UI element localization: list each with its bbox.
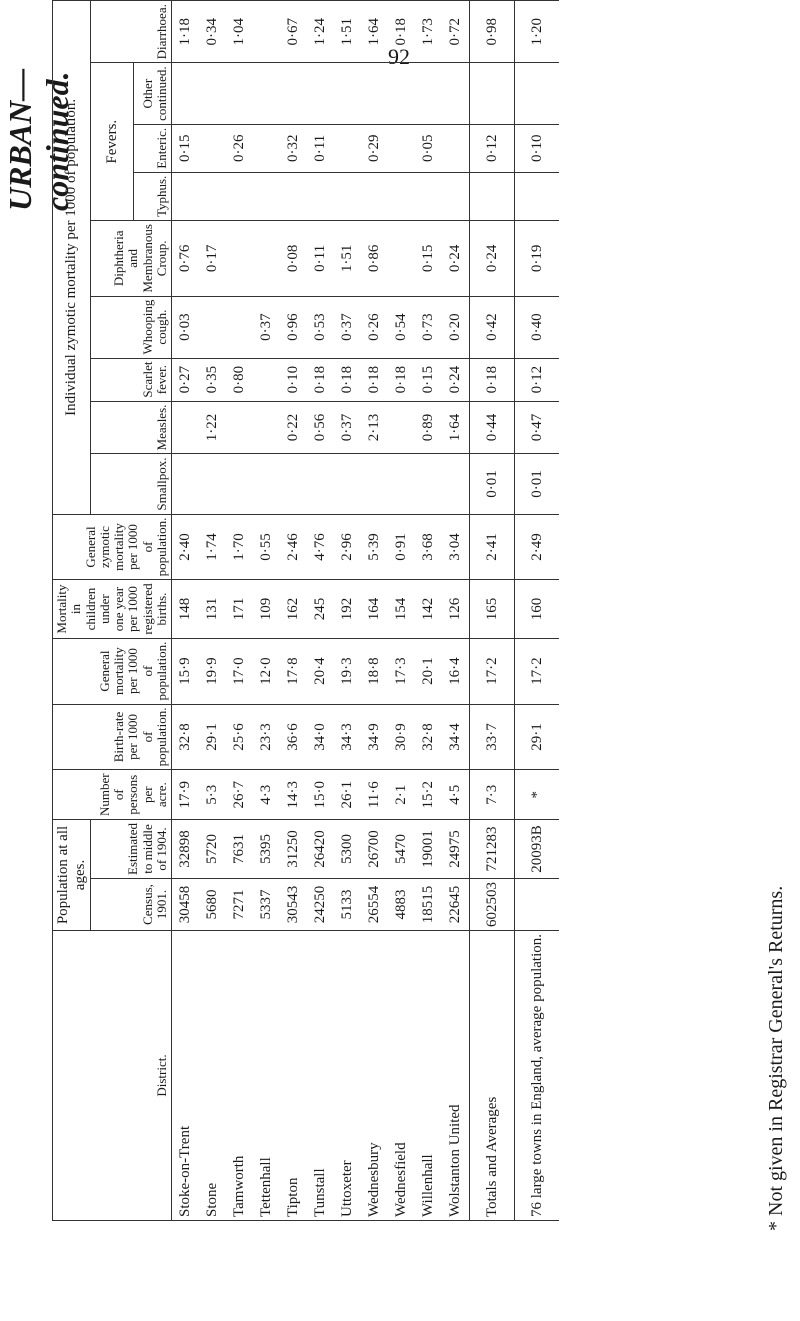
cell-smallpox: 0·01 [515, 454, 560, 514]
cell-district: 76 large towns in England, average population. [515, 931, 560, 1221]
cell-scarlet [253, 358, 280, 401]
cell-district: Willenhall [415, 931, 442, 1221]
cell-phthisis [334, 0, 361, 1]
cell-district: Tipton [280, 931, 307, 1221]
cell-death-rate: 20·1 [415, 638, 442, 704]
footnote: * Not given in Registrar General's Returns. [765, 885, 787, 1231]
cell-typhus [253, 172, 280, 220]
table-row [226, 0, 253, 1221]
cell-diphtheria [388, 221, 415, 297]
cell-census: 26554 [361, 879, 388, 931]
cell-birth-rate: 34·9 [361, 704, 388, 770]
cell-infant: 160 [515, 580, 560, 638]
cell-census: 4883 [388, 879, 415, 931]
cell-census: 18515 [415, 879, 442, 931]
cell-infant: 165 [470, 580, 515, 638]
cell-estimated: 5470 [388, 820, 415, 879]
cell-diphtheria: 0·17 [199, 221, 226, 297]
cell-smallpox [253, 454, 280, 514]
header-diphtheria: Diphtheria and Membranous Croup. [91, 221, 172, 297]
header-typhus: Typhus. [134, 172, 172, 220]
cell-smallpox: 0·01 [470, 454, 515, 514]
cell-district: Stoke-on-Trent [172, 931, 200, 1221]
cell-enteric [253, 124, 280, 172]
table-row [199, 0, 226, 1221]
cell-diarrhoea: 0·98 [470, 1, 515, 63]
header-enteric: Enteric. [134, 124, 172, 172]
header-district: District. [53, 931, 172, 1221]
cell-typhus [415, 172, 442, 220]
cell-whooping: 0·26 [361, 296, 388, 358]
cell-estimated: 7631 [226, 820, 253, 879]
cell-whooping: 0·53 [307, 296, 334, 358]
running-head: URBAN—continued. [2, 68, 75, 211]
cell-other [226, 63, 253, 125]
cell-death-rate: 17·0 [226, 638, 253, 704]
table-row [280, 0, 307, 1221]
cell-enteric: 0·15 [172, 124, 200, 172]
cell-infant: 142 [415, 580, 442, 638]
cell-whooping: 0·54 [388, 296, 415, 358]
cell-other [334, 63, 361, 125]
cell-diphtheria: 0·76 [172, 221, 200, 297]
cell-estimated: 32898 [172, 820, 200, 879]
cell-scarlet: 0·18 [388, 358, 415, 401]
cell-infant: 162 [280, 580, 307, 638]
cell-death-rate: 16·4 [442, 638, 470, 704]
cell-typhus [280, 172, 307, 220]
cell-zymotic: 0·91 [388, 514, 415, 580]
cell-estimated: 20093B [515, 820, 560, 879]
cell-zymotic: 1·70 [226, 514, 253, 580]
cell-smallpox [442, 454, 470, 514]
cell-scarlet: 0·10 [280, 358, 307, 401]
header-smallpox: Smallpox. [91, 454, 172, 514]
cell-typhus [515, 172, 560, 220]
header-zymotic-group: Individual zymotic mortality per 1000 of population. [53, 1, 91, 514]
cell-census: 24250 [307, 879, 334, 931]
cell-birth-rate: 34·4 [442, 704, 470, 770]
cell-zymotic: 0·55 [253, 514, 280, 580]
table-row [442, 0, 470, 1221]
cell-birth-rate: 36·6 [280, 704, 307, 770]
cell-smallpox [388, 454, 415, 514]
cell-smallpox [226, 454, 253, 514]
cell-other [199, 63, 226, 125]
cell-other [388, 63, 415, 125]
cell-phthisis [172, 0, 200, 1]
cell-estimated: 31250 [280, 820, 307, 879]
cell-death-rate: 17·2 [470, 638, 515, 704]
cell-whooping [226, 296, 253, 358]
cell-measles: 1·22 [199, 401, 226, 454]
cell-census: 5337 [253, 879, 280, 931]
cell-census: 30543 [280, 879, 307, 931]
cell-diphtheria: 0·86 [361, 221, 388, 297]
header-scarlet: Scarlet fever. [91, 358, 172, 401]
table-body [172, 0, 560, 1221]
cell-zymotic: 1·74 [199, 514, 226, 580]
cell-zymotic: 3·04 [442, 514, 470, 580]
header-fevers-group: Fevers. [91, 63, 134, 221]
cell-typhus [172, 172, 200, 220]
cell-death-rate: 19·9 [199, 638, 226, 704]
cell-district: Tunstall [307, 931, 334, 1221]
cell-infant: 171 [226, 580, 253, 638]
cell-district: Wednesfield [388, 931, 415, 1221]
header-diarrhoea: Diarrhoea. [91, 1, 172, 63]
cell-birth-rate: 32·8 [172, 704, 200, 770]
cell-typhus [226, 172, 253, 220]
cell-phthisis [388, 0, 415, 1]
table-row [415, 0, 442, 1221]
cell-measles: 0·44 [470, 401, 515, 454]
page-number: 92 [388, 44, 410, 69]
cell-estimated: 26420 [307, 820, 334, 879]
cell-measles: 0·22 [280, 401, 307, 454]
cell-other [307, 63, 334, 125]
cell-infant: 192 [334, 580, 361, 638]
cell-diphtheria: 0·24 [442, 221, 470, 297]
header-birth-rate: Birth-rate per 1000 of population. [53, 704, 172, 770]
cell-enteric [442, 124, 470, 172]
cell-district: Uttoxeter [334, 931, 361, 1221]
cell-census: 602503 [470, 879, 515, 931]
cell-diarrhoea: 1·51 [334, 1, 361, 63]
cell-diphtheria: 1·51 [334, 221, 361, 297]
cell-death-rate: 12·0 [253, 638, 280, 704]
cell-whooping: 0·42 [470, 296, 515, 358]
cell-scarlet: 0·24 [442, 358, 470, 401]
cell-scarlet: 0·15 [415, 358, 442, 401]
cell-diphtheria: 0·24 [470, 221, 515, 297]
cell-typhus [199, 172, 226, 220]
header-other-fevers: Other continued. [134, 63, 172, 125]
cell-enteric [388, 124, 415, 172]
cell-smallpox [172, 454, 200, 514]
cell-other [253, 63, 280, 125]
cell-infant: 164 [361, 580, 388, 638]
cell-smallpox [307, 454, 334, 514]
cell-persons-acre: 7·3 [470, 770, 515, 820]
header-infant: Mortality in children under one year per 1000 registered births. [53, 580, 172, 638]
table-row [172, 0, 200, 1221]
cell-measles: 2·13 [361, 401, 388, 454]
cell-diphtheria: 0·19 [515, 221, 560, 297]
cell-infant: 245 [307, 580, 334, 638]
cell-diarrhoea: 1·18 [172, 1, 200, 63]
cell-enteric: 0·26 [226, 124, 253, 172]
cell-district: Totals and Averages [470, 931, 515, 1221]
cell-estimated: 24975 [442, 820, 470, 879]
cell-census: 5680 [199, 879, 226, 931]
cell-measles: 0·89 [415, 401, 442, 454]
cell-whooping: 0·03 [172, 296, 200, 358]
cell-diarrhoea: 1·24 [307, 1, 334, 63]
table-row [388, 0, 415, 1221]
cell-death-rate: 17·3 [388, 638, 415, 704]
cell-phthisis [280, 0, 307, 1]
cell-infant: 131 [199, 580, 226, 638]
cell-zymotic: 2·49 [515, 514, 560, 580]
cell-phthisis [226, 0, 253, 1]
header-estimated: Estimated to middle of 1904. [91, 820, 172, 879]
cell-zymotic: 2·40 [172, 514, 200, 580]
cell-death-rate: 15·9 [172, 638, 200, 704]
cell-birth-rate: 33·7 [470, 704, 515, 770]
cell-birth-rate: 25·6 [226, 704, 253, 770]
cell-birth-rate: 23·3 [253, 704, 280, 770]
cell-diphtheria: 0·08 [280, 221, 307, 297]
cell-estimated: 5395 [253, 820, 280, 879]
header-death-rate: General mortality per 1000 of population. [53, 638, 172, 704]
cell-typhus [334, 172, 361, 220]
cell-other [470, 63, 515, 125]
cell-persons-acre: 11·6 [361, 770, 388, 820]
cell-measles: 0·47 [515, 401, 560, 454]
cell-enteric: 0·05 [415, 124, 442, 172]
cell-phthisis [415, 0, 442, 1]
cell-diarrhoea: 1·04 [226, 1, 253, 63]
cell-typhus [388, 172, 415, 220]
cell-enteric: 0·11 [307, 124, 334, 172]
cell-smallpox [415, 454, 442, 514]
cell-phthisis [470, 0, 515, 1]
cell-birth-rate: 32·8 [415, 704, 442, 770]
cell-birth-rate: 29·1 [199, 704, 226, 770]
cell-whooping: 0·37 [334, 296, 361, 358]
cell-district: Stone [199, 931, 226, 1221]
cell-death-rate: 17·2 [515, 638, 560, 704]
cell-death-rate: 17·8 [280, 638, 307, 704]
cell-enteric: 0·29 [361, 124, 388, 172]
cell-other [280, 63, 307, 125]
cell-smallpox [334, 454, 361, 514]
cell-infant: 109 [253, 580, 280, 638]
cell-phthisis [199, 0, 226, 1]
cell-enteric [334, 124, 361, 172]
cell-enteric [199, 124, 226, 172]
cell-estimated: 721283 [470, 820, 515, 879]
cell-zymotic: 3·68 [415, 514, 442, 580]
cell-diphtheria [226, 221, 253, 297]
cell-district: Wednesbury [361, 931, 388, 1221]
cell-scarlet: 0·35 [199, 358, 226, 401]
cell-death-rate: 20·4 [307, 638, 334, 704]
header-zymotic: General zymotic mortality per 1000 of population. [53, 514, 172, 580]
cell-diarrhoea: 0·67 [280, 1, 307, 63]
cell-birth-rate: 34·3 [334, 704, 361, 770]
cell-persons-acre: 5·3 [199, 770, 226, 820]
cell-persons-acre: * [515, 770, 560, 820]
cell-diarrhoea: 0·72 [442, 1, 470, 63]
cell-scarlet: 0·18 [361, 358, 388, 401]
cell-birth-rate: 34·0 [307, 704, 334, 770]
cell-diphtheria [253, 221, 280, 297]
cell-persons-acre: 26·7 [226, 770, 253, 820]
cell-persons-acre: 17·9 [172, 770, 200, 820]
cell-other [515, 63, 560, 125]
cell-scarlet: 0·12 [515, 358, 560, 401]
mortality-table [52, 0, 559, 1221]
cell-enteric: 0·12 [470, 124, 515, 172]
cell-birth-rate: 29·1 [515, 704, 560, 770]
cell-other [361, 63, 388, 125]
cell-typhus [361, 172, 388, 220]
cell-whooping: 0·20 [442, 296, 470, 358]
cell-diphtheria: 0·11 [307, 221, 334, 297]
header-population-group: Population at all ages. [53, 820, 91, 931]
cell-typhus [442, 172, 470, 220]
cell-diphtheria: 0·15 [415, 221, 442, 297]
cell-whooping: 0·96 [280, 296, 307, 358]
cell-census [515, 879, 560, 931]
cell-death-rate: 19·3 [334, 638, 361, 704]
cell-zymotic: 2·46 [280, 514, 307, 580]
cell-diarrhoea: 1·64 [361, 1, 388, 63]
table-row [307, 0, 334, 1221]
cell-phthisis [307, 0, 334, 1]
header-whooping: Whooping cough. [91, 296, 172, 358]
cell-typhus [470, 172, 515, 220]
header-persons-acre: Number of persons per acre. [53, 770, 172, 820]
cell-estimated: 5720 [199, 820, 226, 879]
cell-district: Wolstanton United [442, 931, 470, 1221]
table-row [361, 0, 388, 1221]
cell-other [415, 63, 442, 125]
cell-measles [253, 401, 280, 454]
cell-enteric: 0·10 [515, 124, 560, 172]
cell-measles: 0·56 [307, 401, 334, 454]
cell-census: 30458 [172, 879, 200, 931]
cell-scarlet: 0·18 [307, 358, 334, 401]
cell-smallpox [361, 454, 388, 514]
cell-measles [388, 401, 415, 454]
cell-diarrhoea [253, 1, 280, 63]
table-row [515, 0, 560, 1221]
cell-zymotic: 2·41 [470, 514, 515, 580]
cell-diarrhoea: 0·34 [199, 1, 226, 63]
cell-persons-acre: 2·1 [388, 770, 415, 820]
cell-estimated: 5300 [334, 820, 361, 879]
cell-persons-acre: 4·3 [253, 770, 280, 820]
cell-measles [226, 401, 253, 454]
table-row [334, 0, 361, 1221]
cell-diarrhoea: 1·20 [515, 1, 560, 63]
cell-scarlet: 0·18 [470, 358, 515, 401]
cell-infant: 126 [442, 580, 470, 638]
cell-enteric: 0·32 [280, 124, 307, 172]
cell-phthisis [361, 0, 388, 1]
cell-district: Tamworth [226, 931, 253, 1221]
cell-phthisis [253, 0, 280, 1]
cell-death-rate: 18·8 [361, 638, 388, 704]
cell-census: 5133 [334, 879, 361, 931]
cell-district: Tettenhall [253, 931, 280, 1221]
cell-census: 7271 [226, 879, 253, 931]
cell-infant: 154 [388, 580, 415, 638]
cell-diarrhoea: 0·18 [388, 1, 415, 63]
cell-persons-acre: 15·2 [415, 770, 442, 820]
cell-scarlet: 0·18 [334, 358, 361, 401]
cell-measles [172, 401, 200, 454]
cell-zymotic: 2·96 [334, 514, 361, 580]
cell-persons-acre: 15·0 [307, 770, 334, 820]
cell-phthisis [515, 0, 560, 1]
cell-other [172, 63, 200, 125]
cell-smallpox [199, 454, 226, 514]
cell-zymotic: 4·76 [307, 514, 334, 580]
table-row [253, 0, 280, 1221]
cell-birth-rate: 30·9 [388, 704, 415, 770]
cell-typhus [307, 172, 334, 220]
cell-whooping: 0·73 [415, 296, 442, 358]
cell-persons-acre: 26·1 [334, 770, 361, 820]
cell-persons-acre: 4·5 [442, 770, 470, 820]
cell-zymotic: 5·39 [361, 514, 388, 580]
cell-estimated: 19001 [415, 820, 442, 879]
cell-scarlet: 0·80 [226, 358, 253, 401]
cell-estimated: 26700 [361, 820, 388, 879]
cell-phthisis [442, 0, 470, 1]
cell-census: 22645 [442, 879, 470, 931]
cell-persons-acre: 14·3 [280, 770, 307, 820]
cell-diarrhoea: 1·73 [415, 1, 442, 63]
cell-measles: 0·37 [334, 401, 361, 454]
cell-whooping: 0·40 [515, 296, 560, 358]
cell-infant: 148 [172, 580, 200, 638]
header-measles: Measles. [91, 401, 172, 454]
cell-measles: 1·64 [442, 401, 470, 454]
cell-other [442, 63, 470, 125]
cell-whooping: 0·37 [253, 296, 280, 358]
cell-smallpox [280, 454, 307, 514]
cell-scarlet: 0·27 [172, 358, 200, 401]
cell-whooping [199, 296, 226, 358]
table-row [470, 0, 515, 1221]
header-census: Census, 1901. [91, 879, 172, 931]
